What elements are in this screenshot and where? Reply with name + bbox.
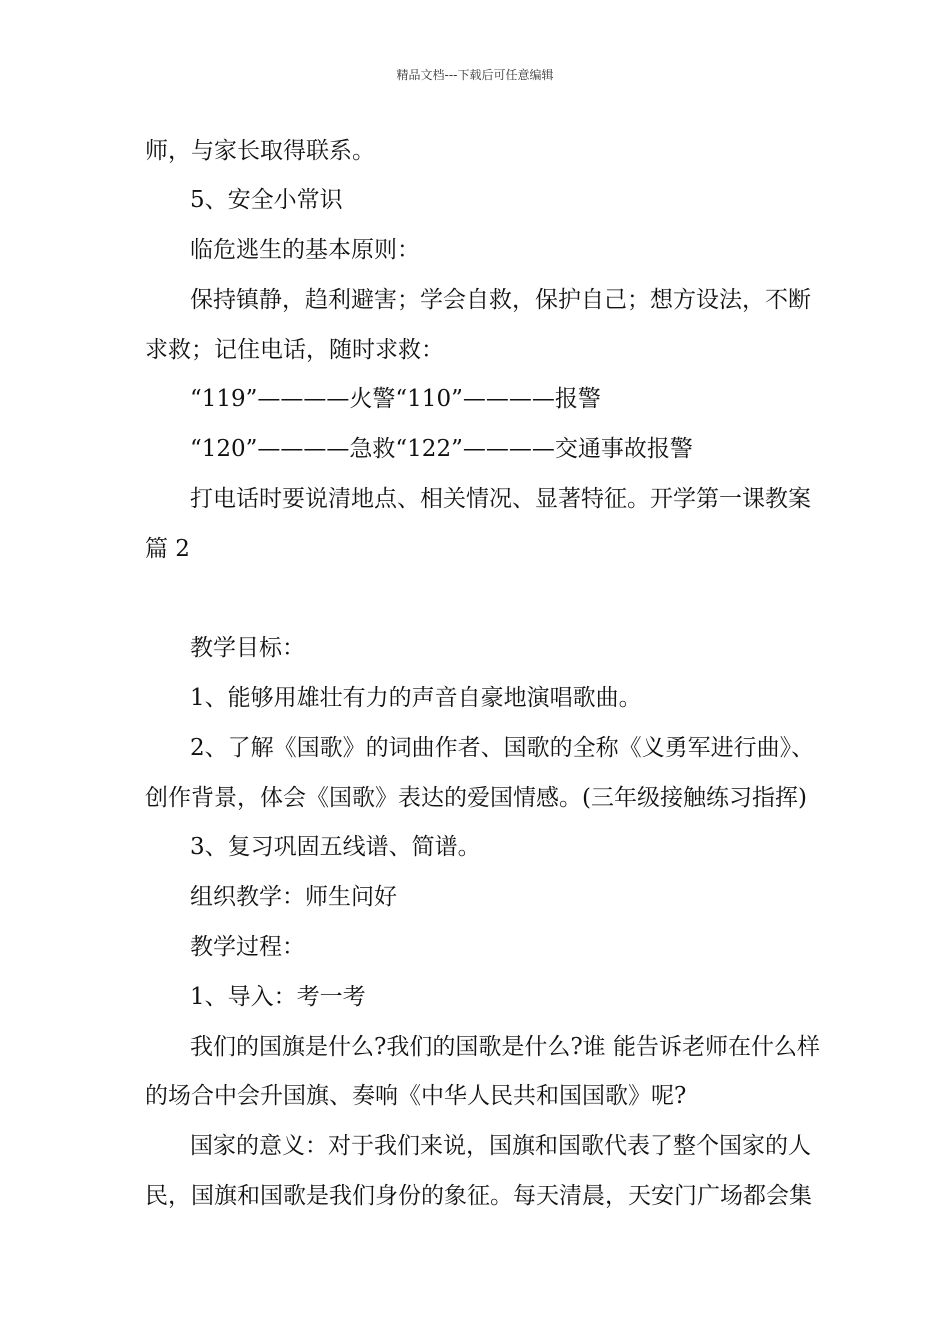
paragraph-line: 国家的意义：对于我们来说，国旗和国歌代表了整个国家的人: [190, 1133, 811, 1159]
paragraph-line: 民，国旗和国歌是我们身份的象征。每天清晨，天安门广场都会集: [145, 1183, 812, 1209]
paragraph-line: 打电话时要说清地点、相关情况、显著特征。开学第一课教案: [190, 486, 811, 512]
paragraph-line: 3、复习巩固五线谱、简谱。: [190, 834, 481, 860]
page-header: 精品文档---下载后可任意编辑: [396, 68, 554, 82]
paragraph-line: 5、安全小常识: [190, 187, 343, 213]
paragraph-line: 2、了解《国歌》的词曲作者、国歌的全称《义勇军进行曲》、: [190, 735, 815, 761]
paragraph-line: 的场合中会升国旗、奏响《中华人民共和国国歌》呢?: [145, 1083, 687, 1109]
paragraph-line: 师，与家长取得联系。: [145, 138, 375, 164]
paragraph-line: “120”————急救“122”————交通事故报警: [190, 436, 693, 462]
paragraph-line: 求救；记住电话，随时求救：: [145, 337, 444, 363]
paragraph-line: 我们的国旗是什么?我们的国歌是什么?谁 能告诉老师在什么样: [190, 1034, 820, 1060]
section-heading: 教学过程：: [190, 934, 305, 960]
paragraph-line: 1、导入：考一考: [190, 984, 366, 1010]
paragraph-line: 临危逃生的基本原则：: [190, 237, 420, 263]
paragraph-line: 保持镇静，趋利避害；学会自救，保护自己；想方设法，不断: [190, 287, 811, 313]
section-heading: 教学目标：: [190, 635, 305, 661]
paragraph-line: 组织教学：师生问好: [190, 884, 397, 910]
paragraph-line: 创作背景，体会《国歌》表达的爱国情感。(三年级接触练习指挥): [145, 785, 807, 811]
paragraph-line: “119”————火警“110”————报警: [190, 386, 601, 412]
paragraph-line: 1、能够用雄壮有力的声音自豪地演唱歌曲。: [190, 685, 642, 711]
paragraph-line: 篇 2: [145, 536, 190, 562]
